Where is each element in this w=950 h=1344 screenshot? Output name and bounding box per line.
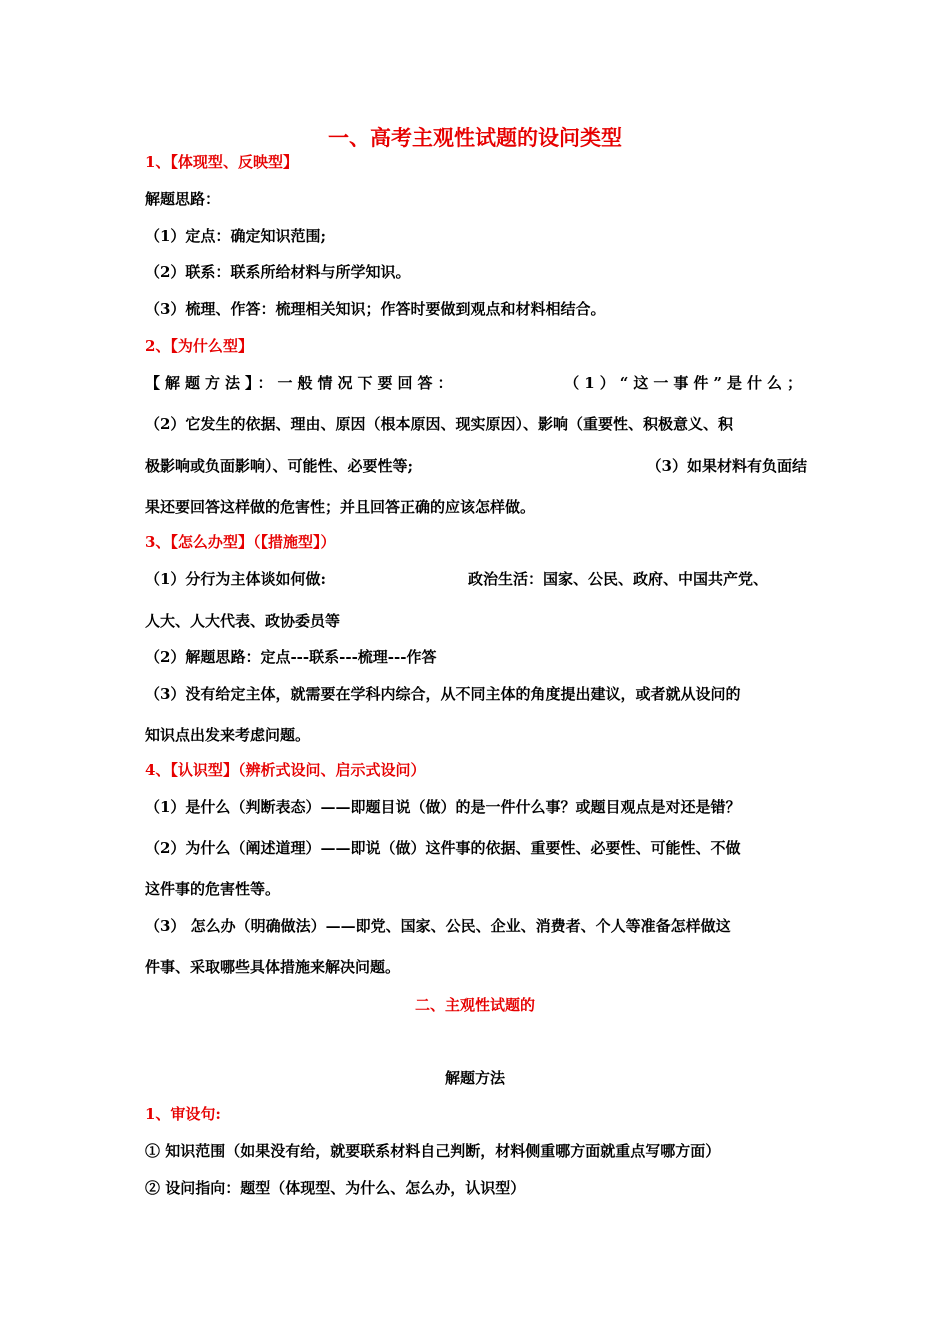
section-4-line-3: 这件事的危害性等。 xyxy=(145,880,281,898)
section-1-point-2: （2）联系：联系所给材料与所学知识。 xyxy=(145,263,411,281)
section-2-point-1: （1）“这一事件”是什么； xyxy=(564,374,807,392)
section-3-line-4: （3）没有给定主体，就需要在学科内综合，从不同主体的角度提出建议，或者就从设问的 xyxy=(145,685,741,703)
part-2-subheading: 解题方法 xyxy=(444,1069,505,1087)
section-2-line-3-start: 极影响或负面影响）、可能性、必要性等; xyxy=(145,457,414,475)
section-3-line-1 xyxy=(145,569,807,589)
section-4-line-4: （3） 怎么办（明确做法）——即党、国家、公民、企业、消费者、个人等准备怎样做这 xyxy=(145,917,731,935)
section-2-line-1 xyxy=(145,373,807,393)
section-1-point-3: （3）梳理、作答：梳理相关知识；作答时要做到观点和材料相结合。 xyxy=(145,300,606,318)
section-2-line-2: （2）它发生的依据、理由、原因（根本原因、现实原因）、影响（重要性、积极意义、积 xyxy=(145,415,733,433)
section-2-heading: 2、【为什么型】 xyxy=(145,337,253,355)
section-4-heading: 4、【认识型】（辨析式设问、启示式设问） xyxy=(145,761,426,779)
section-3-line-3: （2）解题思路：定点---联系---梳理---作答 xyxy=(145,648,437,666)
part-2-point-2: ② 设问指向：题型（体现型、为什么、怎么办，认识型） xyxy=(145,1179,526,1197)
section-3-heading: 3、【怎么办型】（【措施型】） xyxy=(145,533,336,551)
section-4-line-5: 件事、采取哪些具体措施来解决问题。 xyxy=(145,958,401,976)
part-2-heading: 二、主观性试题的 xyxy=(414,996,535,1014)
section-3-political-life: 政治生活：国家、公民、政府、中国共产党、 xyxy=(468,570,769,588)
section-4-line-1: （1）是什么（判断表态）——即题目说（做）的是一件什么事？或题目观点是对还是错？ xyxy=(145,798,741,816)
section-2-line-3 xyxy=(145,456,807,476)
part-2-section-1-heading: 1、审设句: xyxy=(145,1105,221,1123)
part-2-point-1: ① 知识范围（如果没有给，就要联系材料自己判断，材料侧重哪方面就重点写哪方面） xyxy=(145,1142,721,1160)
section-1-point-1: （1）定点：确定知识范围; xyxy=(145,227,326,245)
section-1-label: 解题思路： xyxy=(145,190,221,208)
section-2-method-label: 【解题方法】：一般情况下要回答： xyxy=(145,374,458,392)
section-1-heading: 1、【体现型、反映型】 xyxy=(145,153,298,171)
section-2-line-4: 果还要回答这样做的危害性；并且回答正确的应该怎样做。 xyxy=(145,498,536,516)
section-3-line-2: 人大、人大代表、政协委员等 xyxy=(145,612,341,630)
page-title: 一、高考主观性试题的设问类型 xyxy=(328,125,622,150)
section-2-point-3: （3）如果材料有负面结 xyxy=(646,457,807,475)
section-3-line-5: 知识点出发来考虑问题。 xyxy=(145,726,311,744)
section-4-line-2: （2）为什么（阐述道理）——即说（做）这件事的依据、重要性、必要性、可能性、不做 xyxy=(145,839,741,857)
section-3-point-1: （1）分行为主体谈如何做: xyxy=(145,570,326,588)
